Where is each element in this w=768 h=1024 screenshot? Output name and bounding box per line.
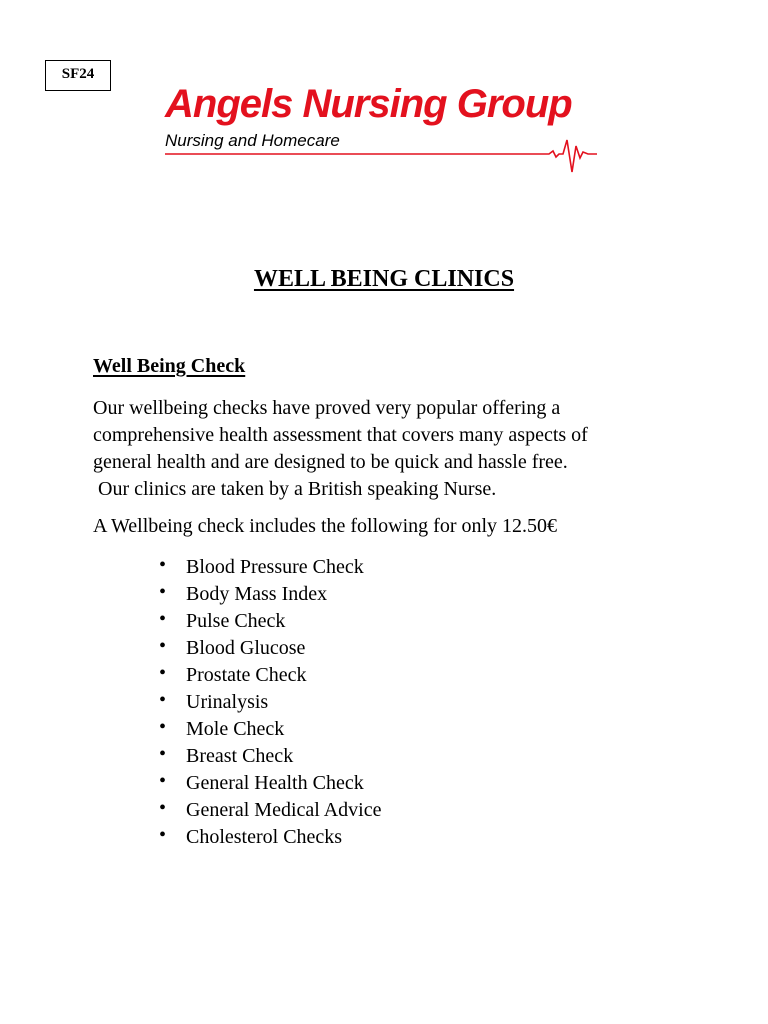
- checks-list: [159, 554, 381, 851]
- price-intro: A Wellbeing check includes the following for only 12.50€: [93, 515, 558, 537]
- list-item: [159, 554, 381, 581]
- list-item: [159, 716, 381, 743]
- list-item-label: Breast Check: [186, 745, 294, 767]
- bullet-icon: •: [159, 716, 167, 738]
- paragraph-line: comprehensive health assessment that covers many aspects of: [93, 424, 588, 446]
- bullet-icon: •: [159, 554, 167, 576]
- list-item-label: Prostate Check: [186, 664, 307, 686]
- list-item: [159, 797, 381, 824]
- list-item: [159, 608, 381, 635]
- paragraph-line: Our clinics are taken by a British speaking Nurse.: [93, 478, 497, 500]
- list-item-label: Body Mass Index: [186, 583, 328, 605]
- list-item-label: Cholesterol Checks: [186, 826, 343, 848]
- list-item-label: Blood Pressure Check: [186, 556, 364, 578]
- list-item: [159, 635, 381, 662]
- bullet-icon: •: [159, 581, 167, 603]
- document-title: WELL BEING CLINICS: [253, 266, 515, 292]
- paragraph-line: general health and are designed to be quick and hassle free.: [93, 451, 568, 473]
- list-item-label: Mole Check: [186, 718, 285, 740]
- company-logo: [163, 82, 603, 177]
- list-item-label: Urinalysis: [186, 691, 269, 713]
- bullet-icon: •: [159, 608, 167, 630]
- section-heading: Well Being Check: [93, 355, 246, 377]
- list-item-label: General Medical Advice: [186, 799, 382, 821]
- list-item-label: Pulse Check: [186, 610, 286, 632]
- list-item: [159, 689, 381, 716]
- logo-tagline: Nursing and Homecare: [165, 131, 340, 150]
- list-item: [159, 662, 381, 689]
- list-item-label: General Health Check: [186, 772, 364, 794]
- bullet-icon: •: [159, 635, 167, 657]
- description-paragraph: [93, 395, 733, 503]
- bullet-icon: •: [159, 797, 167, 819]
- logo-company-name: Angels Nursing Group: [165, 82, 572, 126]
- list-item: [159, 824, 381, 851]
- bullet-icon: •: [159, 824, 167, 846]
- list-item-label: Blood Glucose: [186, 637, 306, 659]
- bullet-icon: •: [159, 689, 167, 711]
- bullet-icon: •: [159, 743, 167, 765]
- paragraph-line: Our wellbeing checks have proved very popular offering a: [93, 397, 561, 419]
- bullet-icon: •: [159, 770, 167, 792]
- bullet-icon: •: [159, 662, 167, 684]
- list-item: [159, 743, 381, 770]
- document-code-box: SF24: [45, 60, 111, 91]
- list-item: [159, 581, 381, 608]
- list-item: [159, 770, 381, 797]
